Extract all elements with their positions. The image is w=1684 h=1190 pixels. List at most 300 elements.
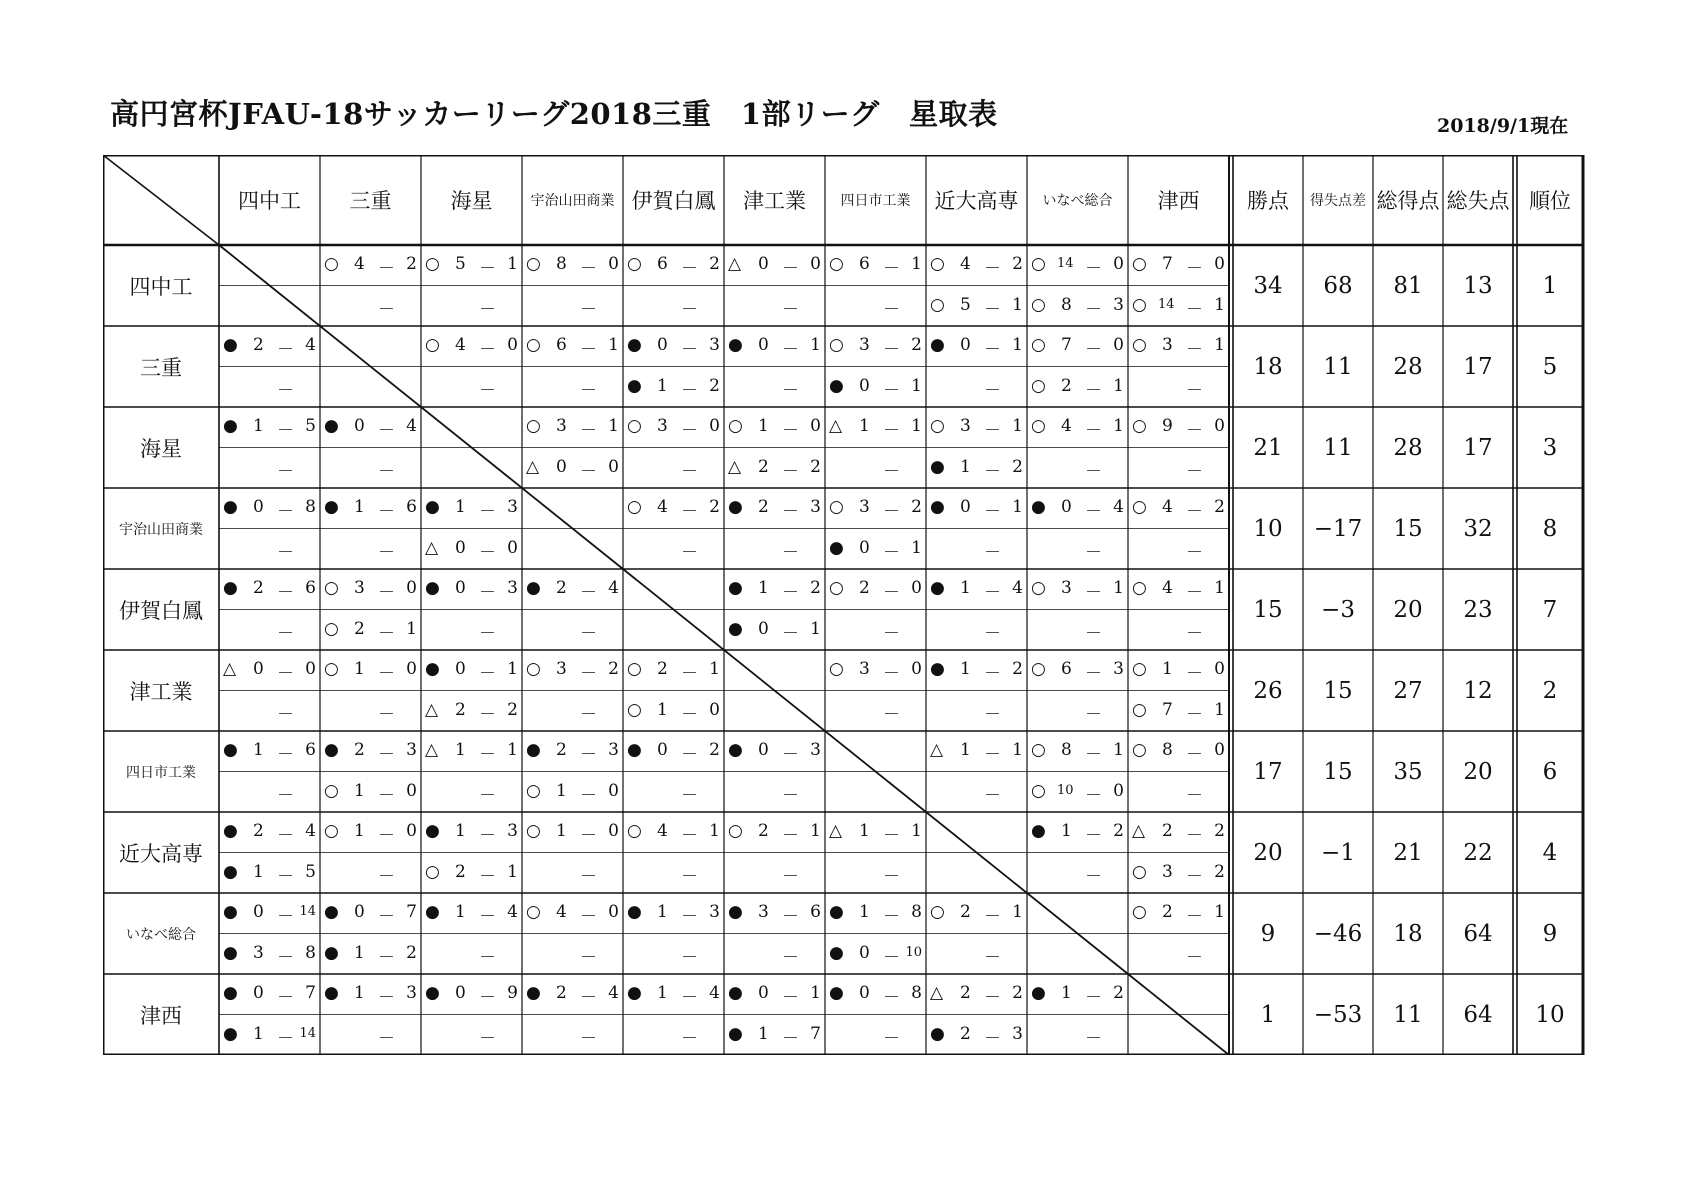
result-symbol: ○: [1031, 740, 1046, 760]
column-header-team: 津西: [1157, 189, 1200, 213]
score-separator: －: [883, 259, 900, 279]
goals-against: 14: [299, 1025, 316, 1041]
score-separator: －: [580, 988, 597, 1008]
score-separator: －: [277, 421, 294, 441]
stat-value: 11: [1323, 353, 1353, 380]
empty-result-dash: －: [681, 866, 698, 887]
result-symbol: ●: [324, 497, 339, 517]
stat-value: 18: [1253, 353, 1283, 380]
goals-against: 1: [1012, 497, 1023, 517]
empty-result-dash: －: [1186, 542, 1203, 563]
result-symbol: ●: [324, 902, 339, 922]
match-result: [623, 983, 724, 1024]
score-separator: －: [1186, 907, 1203, 927]
goals-for: 0: [758, 983, 769, 1003]
goals-for: 3: [859, 497, 870, 517]
match-result: [724, 902, 825, 943]
score-separator: －: [883, 583, 900, 603]
match-result: [219, 578, 320, 619]
result-symbol: ○: [1132, 902, 1147, 922]
goals-against: 0: [406, 821, 417, 841]
match-result: [724, 740, 825, 781]
rank-value: 1: [1542, 272, 1558, 299]
stat-value: 20: [1463, 758, 1493, 785]
result-symbol: ●: [223, 497, 238, 517]
result-symbol: ●: [627, 375, 642, 396]
goals-for: 2: [1061, 375, 1072, 396]
match-result: [724, 943, 825, 984]
result-symbol: ●: [728, 578, 743, 598]
goals-against: 0: [305, 659, 316, 679]
score-separator: －: [1085, 502, 1102, 522]
match-result: [320, 700, 421, 741]
match-result: [926, 538, 1027, 579]
result-symbol: ○: [627, 254, 642, 274]
match-result: [522, 1024, 623, 1065]
goals-against: 6: [305, 740, 316, 760]
match-result: [724, 254, 825, 295]
match-result: [320, 254, 421, 295]
match-result: [320, 1024, 421, 1065]
match-result: [320, 781, 421, 822]
result-symbol: ●: [728, 1023, 743, 1044]
goals-for: 0: [960, 497, 971, 517]
stat-value: 20: [1393, 596, 1423, 623]
result-symbol: ●: [627, 983, 642, 1003]
match-result: [926, 254, 1027, 295]
goals-for: 6: [657, 254, 668, 274]
score-separator: －: [378, 785, 395, 806]
result-symbol: ●: [425, 659, 440, 679]
row-header-team: 海星: [140, 436, 182, 461]
goals-for: 4: [455, 335, 466, 355]
empty-result-dash: －: [1186, 380, 1203, 401]
stat-value: 15: [1393, 515, 1423, 542]
result-symbol: ●: [627, 335, 642, 355]
goals-for: 8: [556, 254, 567, 274]
stat-value: 17: [1253, 758, 1283, 785]
match-result: [825, 619, 926, 660]
stat-value: 21: [1253, 434, 1283, 461]
empty-result-dash: －: [378, 704, 395, 725]
goals-against: 1: [1012, 740, 1023, 760]
goals-against: 2: [406, 942, 417, 963]
column-header-team: 三重: [349, 189, 392, 213]
match-result: [1128, 740, 1229, 781]
match-result: [825, 416, 926, 457]
goals-for: 1: [253, 416, 264, 436]
empty-result-dash: －: [1186, 947, 1203, 968]
match-result: [320, 578, 421, 619]
score-separator: －: [378, 745, 395, 765]
empty-result-dash: －: [1085, 1028, 1102, 1049]
score-separator: －: [984, 583, 1001, 603]
score-separator: －: [277, 907, 294, 927]
match-result: [724, 497, 825, 538]
score-separator: －: [883, 988, 900, 1008]
result-symbol: ○: [930, 416, 945, 436]
result-symbol: ○: [526, 416, 541, 436]
empty-result-dash: －: [782, 380, 799, 401]
stat-value: 15: [1253, 596, 1283, 623]
goals-against: 0: [810, 416, 821, 436]
match-result: [1128, 781, 1229, 822]
stat-value: 10: [1253, 515, 1283, 542]
match-result: [825, 538, 926, 579]
goals-against: 0: [1214, 254, 1225, 274]
result-symbol: ○: [627, 699, 642, 720]
goals-for: 10: [1057, 782, 1074, 798]
empty-result-dash: －: [681, 1028, 698, 1049]
score-separator: －: [984, 461, 1001, 482]
match-result: [522, 902, 623, 943]
result-symbol: ●: [223, 942, 238, 963]
match-result: [926, 457, 1027, 498]
result-symbol: ○: [829, 659, 844, 679]
column-header-team: いなべ総合: [1042, 193, 1113, 209]
goals-against: 1: [406, 618, 417, 639]
result-symbol: ●: [930, 497, 945, 517]
goals-for: 2: [556, 740, 567, 760]
match-result: [421, 700, 522, 741]
goals-against: 2: [1012, 659, 1023, 679]
empty-result-dash: －: [378, 542, 395, 563]
goals-against: 1: [1113, 375, 1124, 396]
result-symbol: ●: [930, 659, 945, 679]
goals-for: 2: [758, 821, 769, 841]
result-symbol: ●: [930, 335, 945, 355]
goals-against: 3: [810, 740, 821, 760]
result-symbol: ○: [1031, 294, 1046, 315]
result-symbol: ○: [526, 821, 541, 841]
goals-against: 8: [305, 942, 316, 963]
match-result: [1027, 862, 1128, 903]
match-result: [421, 538, 522, 579]
score-separator: －: [1186, 745, 1203, 765]
score-separator: －: [681, 259, 698, 279]
goals-against: 4: [608, 578, 619, 598]
match-result: [1128, 902, 1229, 943]
match-result: [522, 943, 623, 984]
match-result: [724, 619, 825, 660]
goals-against: 7: [406, 902, 417, 922]
result-symbol: ○: [324, 254, 339, 274]
score-separator: －: [378, 583, 395, 603]
match-result: [1027, 457, 1128, 498]
match-result: [219, 659, 320, 700]
score-separator: －: [479, 988, 496, 1008]
match-result: [421, 619, 522, 660]
goals-for: 1: [556, 821, 567, 841]
empty-result-dash: －: [984, 623, 1001, 644]
score-separator: －: [479, 340, 496, 360]
match-result: [825, 862, 926, 903]
column-header-stat: 得失点差: [1310, 193, 1366, 209]
result-symbol: ○: [1031, 780, 1046, 801]
stat-value: 1: [1260, 1001, 1276, 1028]
empty-result-dash: －: [378, 1028, 395, 1049]
goals-for: 1: [354, 780, 365, 801]
result-symbol: △: [425, 699, 439, 720]
goals-for: 2: [253, 821, 264, 841]
score-separator: －: [1085, 340, 1102, 360]
goals-against: 4: [305, 335, 316, 355]
score-separator: －: [681, 907, 698, 927]
match-result: [219, 376, 320, 417]
result-symbol: ○: [526, 659, 541, 679]
stat-value: 11: [1323, 434, 1353, 461]
goals-for: 3: [1061, 578, 1072, 598]
row-header-team: 津工業: [129, 679, 193, 704]
result-symbol: △: [223, 659, 237, 679]
score-separator: －: [580, 259, 597, 279]
match-result: [926, 619, 1027, 660]
empty-result-dash: －: [378, 299, 395, 320]
row-header-team: 伊賀白鳳: [119, 598, 203, 623]
match-result: [623, 295, 724, 336]
score-separator: －: [378, 907, 395, 927]
goals-for: 1: [859, 821, 870, 841]
empty-result-dash: －: [1186, 785, 1203, 806]
score-separator: －: [277, 866, 294, 887]
goals-against: 2: [1012, 983, 1023, 1003]
score-separator: －: [580, 340, 597, 360]
score-separator: －: [681, 826, 698, 846]
goals-against: 1: [1214, 699, 1225, 720]
score-separator: －: [277, 583, 294, 603]
result-symbol: ●: [728, 335, 743, 355]
goals-for: 1: [859, 416, 870, 436]
goals-for: 6: [1061, 659, 1072, 679]
empty-result-dash: －: [883, 1028, 900, 1049]
result-symbol: ●: [425, 821, 440, 841]
goals-against: 1: [911, 537, 922, 558]
goals-for: 3: [657, 416, 668, 436]
goals-against: 0: [1214, 416, 1225, 436]
match-result: [623, 902, 724, 943]
goals-against: 1: [1113, 740, 1124, 760]
match-result: [623, 497, 724, 538]
goals-against: 1: [608, 416, 619, 436]
stat-value: 64: [1463, 920, 1493, 947]
match-result: [1128, 700, 1229, 741]
stat-value: 9: [1260, 920, 1276, 947]
goals-against: 1: [911, 416, 922, 436]
goals-for: 1: [758, 1023, 769, 1044]
match-result: [219, 740, 320, 781]
standings-table: [103, 155, 1589, 1055]
match-result: [926, 781, 1027, 822]
match-result: [1128, 295, 1229, 336]
match-result: [724, 578, 825, 619]
goals-for: 0: [455, 659, 466, 679]
match-result: [421, 254, 522, 295]
match-result: [926, 700, 1027, 741]
empty-result-dash: －: [580, 947, 597, 968]
goals-against: 1: [911, 254, 922, 274]
empty-result-dash: －: [580, 704, 597, 725]
match-result: [219, 538, 320, 579]
score-separator: －: [782, 1028, 799, 1049]
goals-against: 8: [911, 902, 922, 922]
match-result: [421, 578, 522, 619]
empty-result-dash: －: [782, 947, 799, 968]
score-separator: －: [782, 907, 799, 927]
result-symbol: △: [728, 456, 742, 477]
score-separator: －: [984, 340, 1001, 360]
match-result: [219, 497, 320, 538]
result-symbol: ○: [1031, 335, 1046, 355]
match-result: [926, 335, 1027, 376]
result-symbol: ○: [1132, 578, 1147, 598]
result-symbol: ○: [324, 578, 339, 598]
empty-result-dash: －: [782, 299, 799, 320]
goals-against: 0: [1214, 659, 1225, 679]
match-result: [1027, 700, 1128, 741]
match-result: [219, 457, 320, 498]
score-separator: －: [378, 623, 395, 644]
goals-against: 0: [1113, 254, 1124, 274]
rank-value: 9: [1542, 920, 1558, 947]
match-result: [825, 295, 926, 336]
empty-result-dash: －: [1085, 461, 1102, 482]
score-separator: －: [984, 907, 1001, 927]
match-result: [522, 619, 623, 660]
result-symbol: ●: [223, 902, 238, 922]
goals-for: 0: [253, 983, 264, 1003]
empty-result-dash: －: [681, 785, 698, 806]
match-result: [926, 578, 1027, 619]
goals-for: 0: [657, 740, 668, 760]
goals-for: 3: [556, 659, 567, 679]
stat-value: 17: [1463, 434, 1493, 461]
score-separator: －: [1186, 502, 1203, 522]
goals-for: 2: [758, 497, 769, 517]
match-result: [623, 1024, 724, 1065]
rank-value: 3: [1542, 434, 1558, 461]
result-symbol: ○: [1132, 659, 1147, 679]
score-separator: －: [1085, 988, 1102, 1008]
goals-against: 0: [608, 254, 619, 274]
goals-against: 2: [709, 740, 720, 760]
match-result: [724, 335, 825, 376]
result-symbol: ●: [223, 821, 238, 841]
goals-against: 0: [507, 537, 518, 558]
column-header-stat: 勝点: [1247, 189, 1289, 213]
goals-against: 7: [810, 1023, 821, 1044]
goals-for: 2: [354, 618, 365, 639]
goals-against: 2: [709, 497, 720, 517]
empty-result-dash: －: [984, 380, 1001, 401]
result-symbol: ●: [930, 578, 945, 598]
goals-for: 1: [253, 740, 264, 760]
match-result: [724, 983, 825, 1024]
match-result: [825, 1024, 926, 1065]
result-symbol: ○: [1132, 416, 1147, 436]
goals-against: 4: [709, 983, 720, 1003]
match-result: [1128, 659, 1229, 700]
result-symbol: ○: [1031, 416, 1046, 436]
result-symbol: ●: [930, 1023, 945, 1044]
goals-against: 1: [1012, 335, 1023, 355]
result-symbol: ●: [627, 740, 642, 760]
row-header-team: 宇治山田商業: [119, 521, 203, 538]
result-symbol: ○: [1132, 861, 1147, 882]
goals-for: 1: [1061, 983, 1072, 1003]
score-separator: －: [782, 502, 799, 522]
score-separator: －: [277, 502, 294, 522]
result-symbol: ●: [728, 618, 743, 639]
stat-value: −53: [1313, 1001, 1363, 1028]
goals-for: 0: [657, 335, 668, 355]
result-symbol: ●: [223, 983, 238, 1003]
goals-against: 1: [507, 740, 518, 760]
stat-value: 27: [1393, 677, 1423, 704]
match-result: [623, 740, 724, 781]
result-symbol: ●: [223, 578, 238, 598]
stat-value: 35: [1393, 758, 1423, 785]
score-separator: －: [782, 826, 799, 846]
match-result: [724, 1024, 825, 1065]
row-header-team: 近大高専: [119, 841, 203, 866]
result-symbol: ○: [1132, 335, 1147, 355]
score-separator: －: [1085, 421, 1102, 441]
match-result: [926, 295, 1027, 336]
goals-against: 1: [507, 254, 518, 274]
column-header-stat: 総得点: [1376, 189, 1440, 213]
result-symbol: ○: [728, 416, 743, 436]
score-separator: －: [378, 988, 395, 1008]
goals-for: 0: [859, 375, 870, 396]
score-separator: －: [479, 866, 496, 887]
match-result: [522, 295, 623, 336]
match-result: [320, 457, 421, 498]
match-result: [1128, 862, 1229, 903]
empty-result-dash: －: [1186, 623, 1203, 644]
result-symbol: ○: [526, 780, 541, 801]
empty-result-dash: －: [681, 299, 698, 320]
goals-against: 1: [810, 821, 821, 841]
empty-result-dash: －: [681, 542, 698, 563]
score-separator: －: [277, 988, 294, 1008]
goals-against: 2: [709, 254, 720, 274]
goals-for: 3: [960, 416, 971, 436]
result-symbol: ●: [223, 416, 238, 436]
goals-against: 2: [608, 659, 619, 679]
goals-for: 1: [556, 780, 567, 801]
match-result: [623, 335, 724, 376]
result-symbol: ○: [526, 902, 541, 922]
score-separator: －: [984, 1028, 1001, 1049]
score-separator: －: [1186, 421, 1203, 441]
goals-for: 0: [1061, 497, 1072, 517]
empty-result-dash: －: [782, 785, 799, 806]
goals-for: 2: [253, 578, 264, 598]
goals-against: 5: [305, 416, 316, 436]
result-symbol: ○: [627, 659, 642, 679]
score-separator: －: [1085, 583, 1102, 603]
goals-for: 5: [960, 294, 971, 315]
result-symbol: ○: [728, 821, 743, 841]
match-result: [219, 619, 320, 660]
score-separator: －: [883, 826, 900, 846]
score-separator: －: [1085, 664, 1102, 684]
empty-result-dash: －: [984, 785, 1001, 806]
match-result: [421, 1024, 522, 1065]
goals-against: 0: [608, 821, 619, 841]
empty-result-dash: －: [681, 461, 698, 482]
match-result: [1027, 781, 1128, 822]
